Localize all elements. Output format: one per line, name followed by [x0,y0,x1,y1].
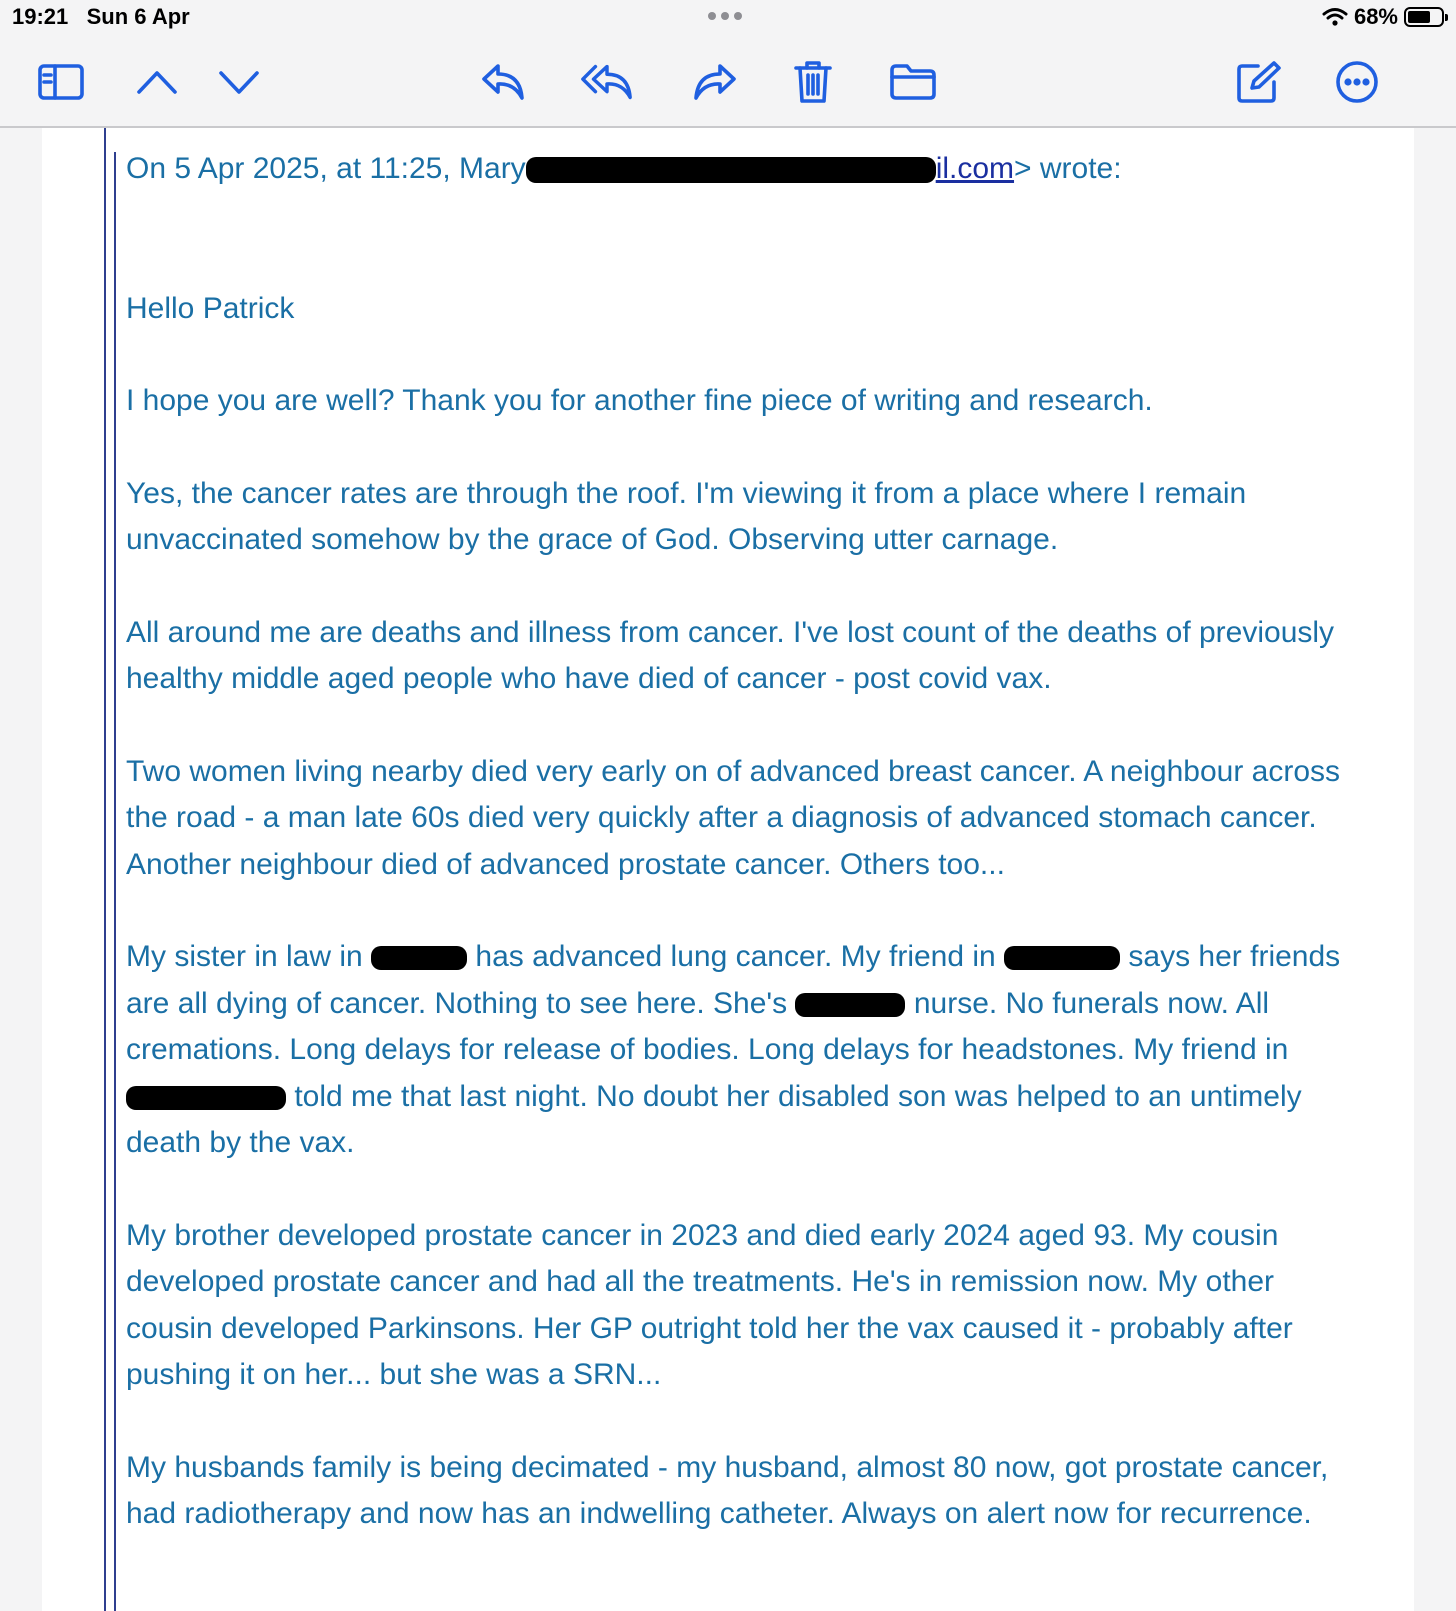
trash-icon[interactable] [786,56,840,108]
redaction [126,1086,286,1110]
status-right [1322,4,1444,30]
paragraph-2: Yes, the cancer rates are through the roof. I'm viewing it from a place where I remain unvaccinated somehow by the grace of God. Observing utter carnage. [126,476,1247,556]
compose-icon[interactable] [1232,56,1286,108]
quote-bar-nested [114,152,116,1611]
quoted-header: On 5 Apr 2025, at 11:25, Mary il.com> wrote: [126,152,1122,185]
status-time: 19:21 Sun 6 Apr [12,4,190,29]
paragraph-6: My brother developed prostate cancer in 2023 and died early 2024 aged 93. My cousin developed prostate cancer and had all the treatments. He's in remission now. My other cousin developed Parkinsons. Her GP outright told her the vax caused it - probably after pushing it on her... but she was a SRN... [126,1218,1293,1391]
redaction [526,157,936,183]
paragraph-3: All around me are deaths and illness from cancer. I've lost count of the deaths of previously healthy middle aged people who have died of cancer - post covid vax. [126,615,1335,695]
more-icon[interactable] [1330,56,1384,108]
folder-icon[interactable] [886,56,940,108]
paragraph-7: My husbands family is being decimated - my husband, almost 80 now, got prostate cancer, had radiotherapy and now has an indwelling catheter. Always on alert now for recurrence. [126,1450,1329,1530]
reply-icon[interactable] [476,56,530,108]
paragraph-4: Two women living nearby died very early on of advanced breast cancer. A neighbour across the road - a man late 60s died very quickly after a diagnosis of advanced stomach cancer. Another neighbour died of advanced prostate cancer. Others too... [126,754,1341,881]
paragraph-5: My sister in law in has advanced lung cancer. My friend in says her friends are all dying of cancer. Nothing to see here. She's nurse. No funerals now. All cremations. Long delays for release of bodies. Long delays for headstones. My friend in told me that last night. No doubt her disabled son was helped to an untimely death by the vax. [126,940,1341,1159]
wifi-icon [1322,7,1348,27]
redaction [371,946,467,970]
status-bar [0,0,1456,40]
redaction [1004,946,1120,970]
email-link[interactable]: il.com [935,152,1015,185]
battery-icon [1404,7,1444,27]
reply-all-icon[interactable] [580,56,634,108]
quote-bar [104,128,106,1611]
forward-icon[interactable] [688,56,742,108]
mail-toolbar [0,40,1456,128]
paragraph-1: I hope you are well? Thank you for another fine piece of writing and research. [126,384,1153,417]
battery-percentage: 68% [1353,4,1398,29]
email-body [126,146,1346,1538]
multitasking-dots[interactable] [708,12,742,20]
chevron-down-icon[interactable] [212,56,266,108]
chevron-up-icon[interactable] [130,56,184,108]
status-date: Sun 6 Apr [86,4,190,29]
greeting: Hello Patrick [126,291,295,325]
sidebar-icon[interactable] [34,56,88,108]
redaction [795,993,905,1017]
